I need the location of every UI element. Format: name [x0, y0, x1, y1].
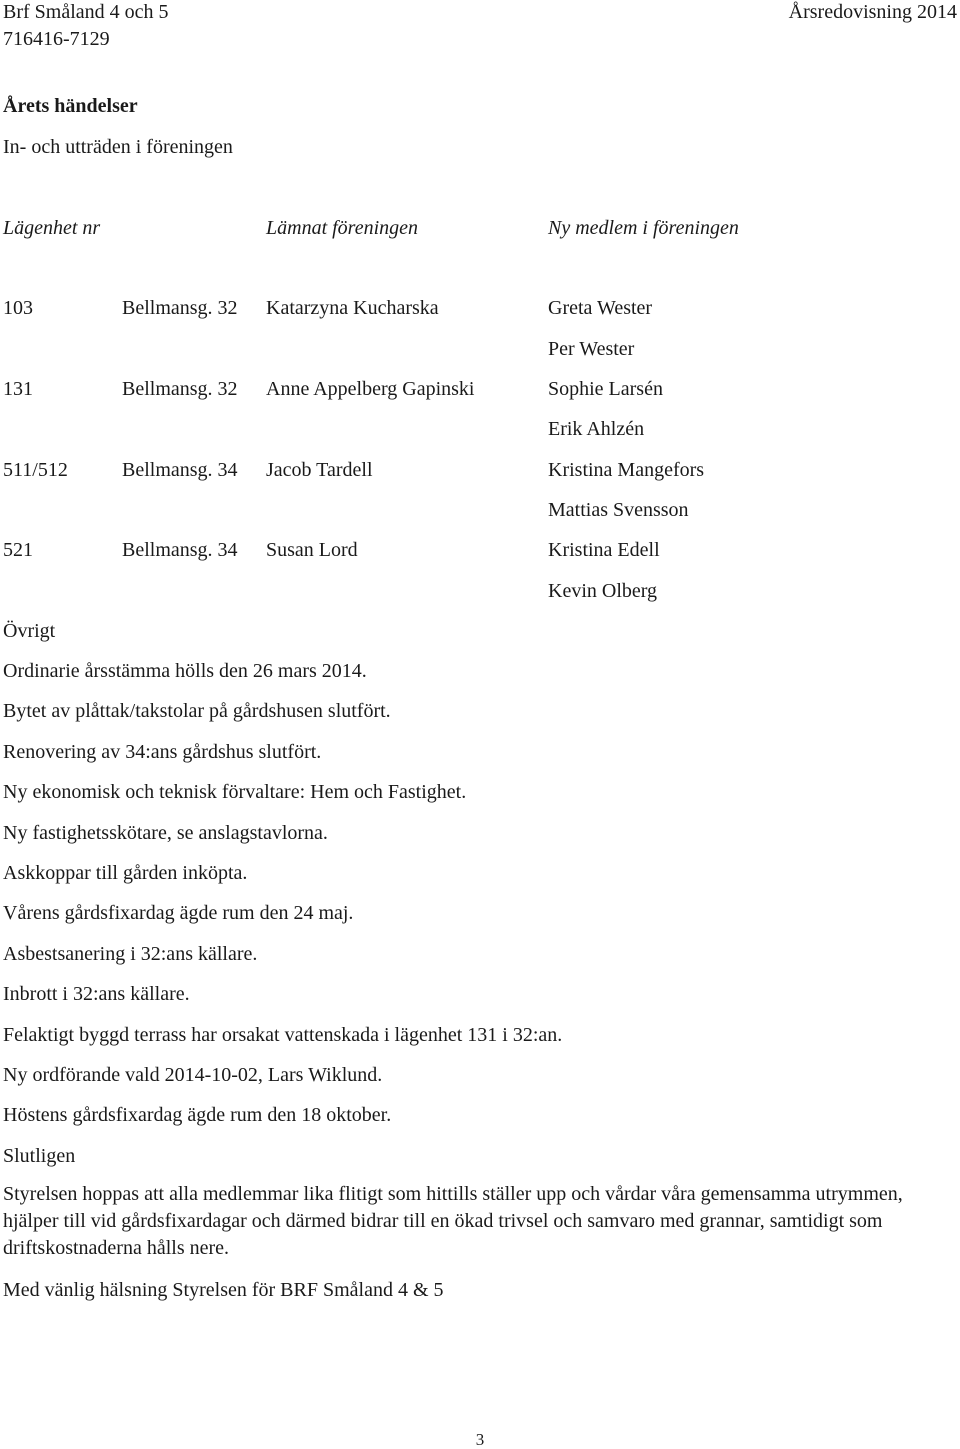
closing-title: Slutligen — [3, 1145, 76, 1167]
table-cell-address: Bellmansg. 34 — [122, 539, 238, 561]
other-title: Övrigt — [3, 620, 56, 642]
signature: Med vänlig hälsning Styrelsen för BRF Småland 4 & 5 — [3, 1279, 444, 1301]
closing-paragraph: Styrelsen hoppas att alla medlemmar lika flitigt som hittills ställer upp och vårdar våra gemensamma utrymmen, hjälper till vid gårdsfixardagar och därmed bidrar till en ökad trivsel och samvaro med grannar, samtidigt som driftskostnaderna hålls nere. — [3, 1183, 903, 1259]
table-cell-new-member: Per Wester — [548, 338, 635, 360]
table-cell-left-member: Katarzyna Kucharska — [266, 297, 439, 319]
org-number: 716416-7129 — [3, 28, 110, 50]
table-cell-apartment: 521 — [3, 539, 33, 561]
table-cell-left-member: Jacob Tardell — [266, 459, 373, 481]
column-header-new-member: Ny medlem i föreningen — [548, 217, 739, 239]
list-item: Ny ordförande vald 2014-10-02, Lars Wiklund. — [3, 1064, 383, 1086]
table-cell-address: Bellmansg. 32 — [122, 297, 238, 319]
membership-title: In- och utträden i föreningen — [3, 136, 233, 158]
list-item: Felaktigt byggd terrass har orsakat vattenskada i lägenhet 131 i 32:an. — [3, 1024, 563, 1046]
list-item: Asbestsanering i 32:ans källare. — [3, 943, 258, 965]
table-cell-new-member: Sophie Larsén — [548, 378, 663, 400]
column-header-apartment: Lägenhet nr — [3, 217, 101, 239]
table-cell-new-member: Kristina Edell — [548, 539, 660, 561]
table-cell-apartment: 103 — [3, 297, 33, 319]
list-item: Ny fastighetsskötare, se anslagstavlorna. — [3, 822, 328, 844]
table-cell-address: Bellmansg. 32 — [122, 378, 238, 400]
list-item: Bytet av plåttak/takstolar på gårdshusen slutfört. — [3, 700, 391, 722]
table-cell-address: Bellmansg. 34 — [122, 459, 238, 481]
table-cell-apartment: 131 — [3, 378, 33, 400]
list-item: Höstens gårdsfixardag ägde rum den 18 oktober. — [3, 1104, 392, 1126]
table-cell-left-member: Anne Appelberg Gapinski — [266, 378, 475, 400]
page-number: 3 — [475, 1430, 485, 1449]
table-cell-new-member: Greta Wester — [548, 297, 653, 319]
list-item: Vårens gårdsfixardag ägde rum den 24 maj. — [3, 902, 354, 924]
table-cell-new-member: Erik Ahlzén — [548, 418, 645, 440]
list-item: Ordinarie årsstämma hölls den 26 mars 2014. — [3, 660, 367, 682]
column-header-left: Lämnat föreningen — [266, 217, 419, 239]
table-cell-new-member: Mattias Svensson — [548, 499, 689, 521]
table-cell-apartment: 511/512 — [3, 459, 68, 481]
section-title: Årets händelser — [3, 95, 138, 117]
list-item: Askkoppar till gården inköpta. — [3, 862, 248, 884]
org-name: Brf Småland 4 och 5 — [3, 1, 169, 23]
list-item: Ny ekonomisk och teknisk förvaltare: Hem och Fastighet. — [3, 781, 467, 803]
table-cell-left-member: Susan Lord — [266, 539, 358, 561]
table-cell-new-member: Kristina Mangefors — [548, 459, 705, 481]
list-item: Inbrott i 32:ans källare. — [3, 983, 190, 1005]
table-cell-new-member: Kevin Olberg — [548, 580, 658, 602]
report-title: Årsredovisning 2014 — [788, 1, 957, 23]
list-item: Renovering av 34:ans gårdshus slutfört. — [3, 741, 322, 763]
